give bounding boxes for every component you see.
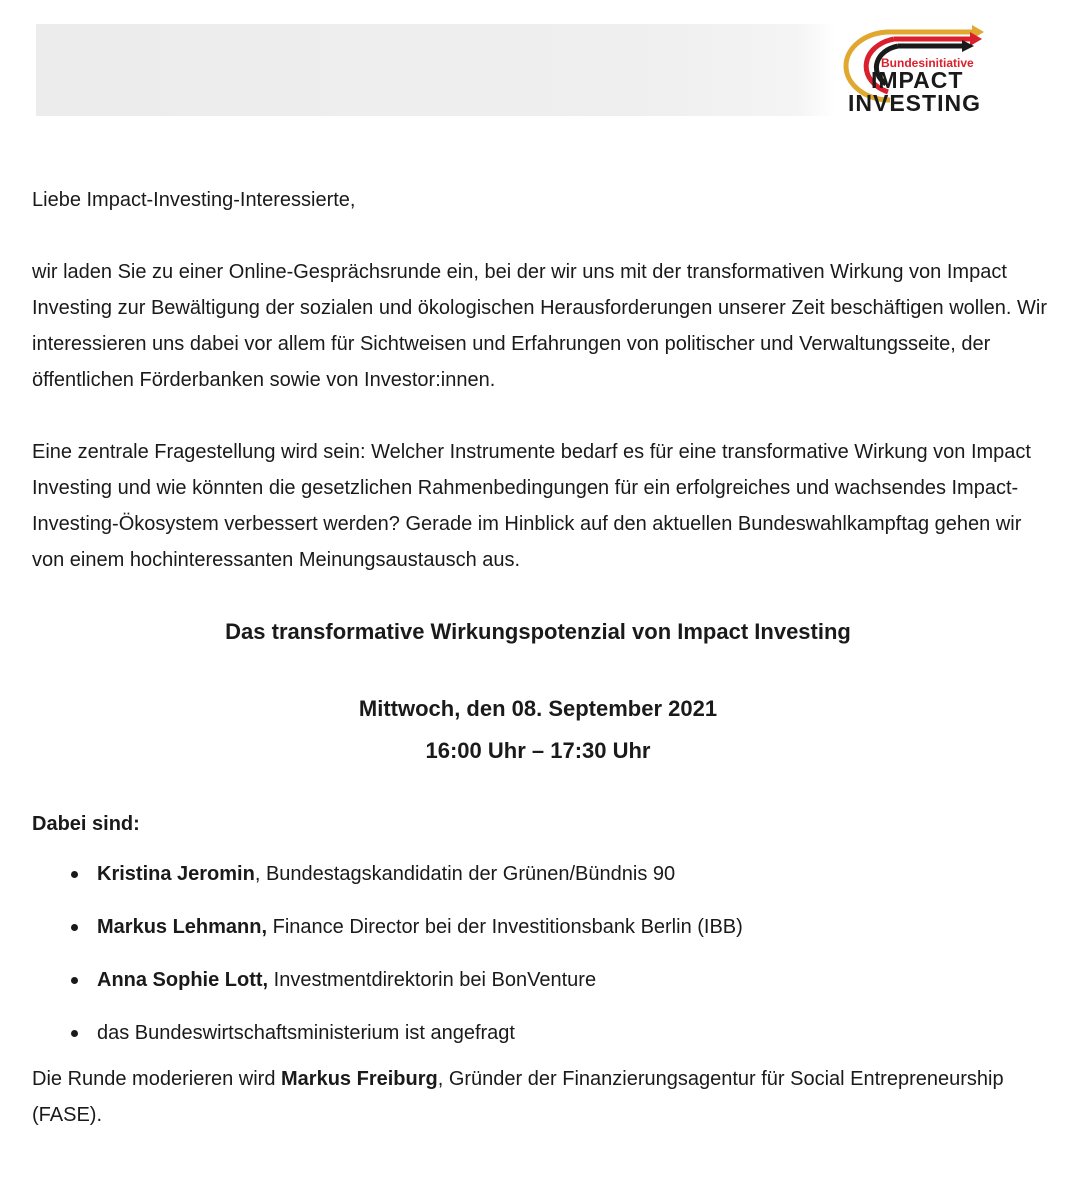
paragraph-question: Eine zentrale Fragestellung wird sein: Welcher Instrumente bedarf es für eine transformative Wirkung von Impact Investing und wie könnten die gesetzlichen Rahmenbedingungen für ein erfolgreiches und wachsendes Impact-Investing-Ökosystem verbessert werden? Gerade im Hinblick auf den aktuellen Bundeswahlkampftag gehen wir von einem hochinteressanten Meinungsaustausch aus. xyxy=(32,441,1031,571)
participant-item xyxy=(32,909,1052,945)
closing-moderator xyxy=(32,1061,1052,1133)
bullet-icon xyxy=(71,871,78,878)
participants-list xyxy=(32,856,1052,1051)
greeting: Liebe Impact-Investing-Interessierte, xyxy=(32,189,356,211)
event-time: 16:00 Uhr – 17:30 Uhr xyxy=(425,738,651,763)
bundesinitiative-impact-investing-logo xyxy=(832,22,1012,122)
closing-prefix: Die Runde moderieren wird xyxy=(32,1068,282,1090)
letter-body xyxy=(32,182,1052,1133)
participant-item xyxy=(32,962,1052,998)
logo-wordmark-investing: INVESTING xyxy=(848,90,981,116)
participant-item xyxy=(32,1015,1052,1051)
closing-suffix: , Gründer der Finanzierungsagentur für Social Entrepreneurship (FASE). xyxy=(32,1068,1004,1126)
participant-item xyxy=(32,856,1052,892)
participant-role: Finance Director bei der Investitionsbank Berlin (IBB) xyxy=(267,916,743,938)
bullet-icon xyxy=(71,924,78,931)
event-title: Das transformative Wirkungspotenzial von Impact Investing xyxy=(225,619,851,644)
logo-subtitle: Bundesinitiative xyxy=(881,56,974,70)
participant-name: Anna Sophie Lott, xyxy=(97,969,269,991)
bullet-icon xyxy=(71,1030,78,1037)
participant-role: das Bundeswirtschaftsministerium ist angefragt xyxy=(97,1022,515,1044)
participant-name: Markus Lehmann, xyxy=(97,916,268,938)
participant-role: , Bundestagskandidatin der Grünen/Bündnis 90 xyxy=(254,863,676,885)
participant-name: Kristina Jeromin xyxy=(97,863,255,885)
event-date: Mittwoch, den 08. September 2021 xyxy=(358,696,718,721)
participants-heading: Dabei sind: xyxy=(32,813,140,835)
logo-wordmark-impact: IMPACT xyxy=(871,67,964,93)
participant-role: Investmentdirektorin bei BonVenture xyxy=(268,969,597,991)
bullet-icon xyxy=(71,977,78,984)
event-schedule xyxy=(32,688,1044,772)
paragraph-invitation: wir laden Sie zu einer Online-Gesprächsrunde ein, bei der wir uns mit der transformativen Wirkung von Impact Investing zur Bewältigung der sozialen und ökologischen Herausforderungen unserer Zeit beschäftigen wollen. Wir interessieren uns dabei vor allem für Sichtweisen und Erfahrungen von politischer und Verwaltungsseite, der öffentlichen Förderbanken sowie von Investor:innen. xyxy=(32,261,1048,391)
moderator-name: Markus Freiburg xyxy=(281,1068,438,1090)
